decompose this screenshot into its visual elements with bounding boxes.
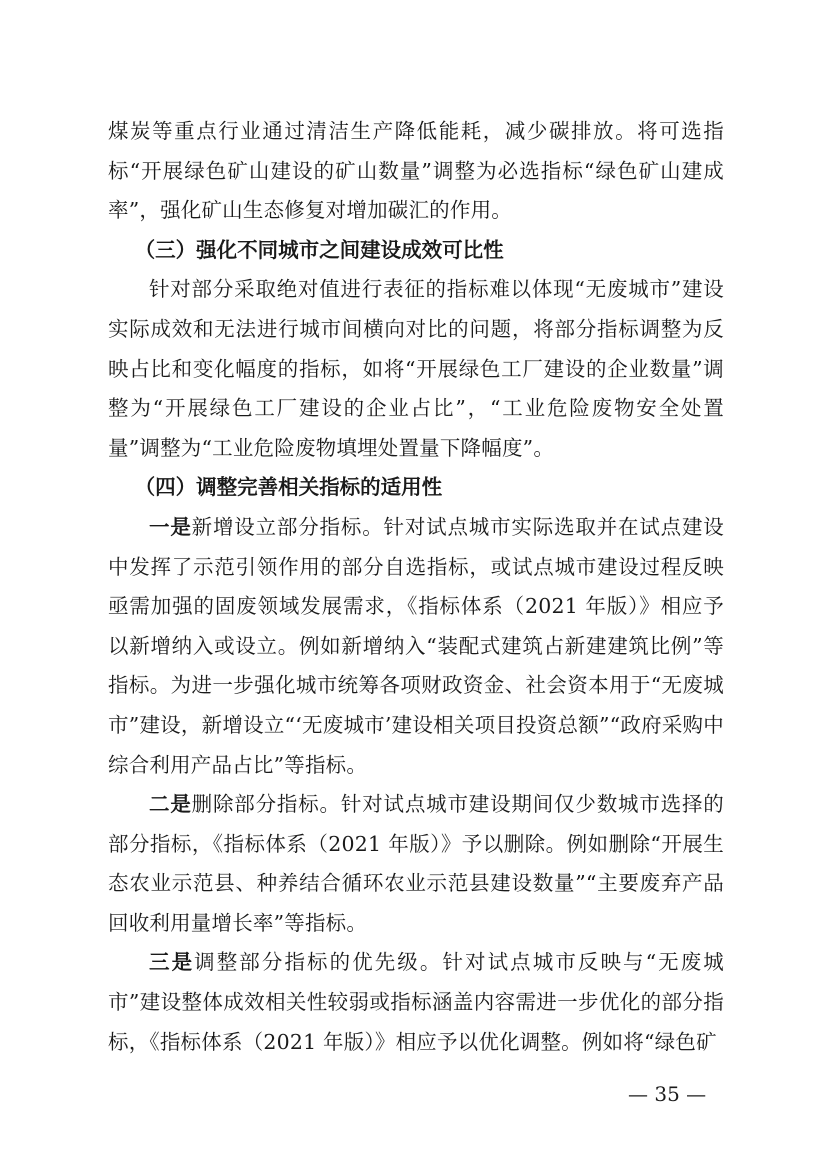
item-text-3: 调整部分指标的优先级。针对试点城市反映与“无废城市”建设整体成效相关性较弱或指标涵盖内容需进一步优化的部分指标，《指标体系（2021 年版）》相应予以优化调整。例如将“绿色矿 (108, 950, 725, 1054)
item-paragraph-2 (108, 785, 724, 943)
item-text-1: 新增设立部分指标。针对试点城市实际选取并在试点建设中发挥了示范引领作用的部分自选指标，或试点城市建设过程反映亟需加强的固废领域发展需求，《指标体系（2021 年版）》相应予以新增纳入或设立。例如新增纳入“装配式建筑占新建建筑比例”等指标。为进一步强化城市统筹各项财政资金、社会资本用于“无废城市”建设，新增设立“‘无废城市’建设相关项目投资总额”“政府采购中综合利用产品占比”等指标。 (108, 514, 724, 777)
section-3-paragraph: 针对部分采取绝对值进行表征的指标难以体现“无废城市”建设实际成效和无法进行城市间横向对比的问题，将部分指标调整为反映占比和变化幅度的指标，如将“开展绿色工厂建设的企业数量”调整为“开展绿色工厂建设的企业占比”，“工业危险废物安全处置量”调整为“工业危险废物填埋处置量下降幅度”。 (108, 277, 724, 460)
section-heading-4: （四）调整完善相关指标的适用性 (134, 475, 443, 500)
item-lead-2: 二是 (149, 792, 192, 817)
page-body (108, 112, 724, 1062)
continuation-paragraph: 煤炭等重点行业通过清洁生产降低能耗，减少碳排放。将可选指标“开展绿色矿山建设的矿山数量”调整为必选指标“绿色矿山建成率”，强化矿山生态修复对增加碳汇的作用。 (108, 119, 724, 223)
section-heading-3: （三）强化不同城市之间建设成效可比性 (134, 237, 504, 262)
item-paragraph-3 (108, 943, 724, 1062)
item-text-2: 删除部分指标。针对试点城市建设期间仅少数城市选择的部分指标，《指标体系（2021 年版）》予以删除。例如删除“开展生态农业示范县、种养结合循环农业示范县建设数量”“主要废弃产品回收利用量增长率”等指标。 (108, 792, 724, 935)
item-lead-1: 一是 (149, 514, 192, 539)
item-paragraph-1 (108, 508, 724, 785)
item-lead-3: 三是 (149, 950, 195, 975)
page-number: — 35 — (628, 1082, 707, 1106)
